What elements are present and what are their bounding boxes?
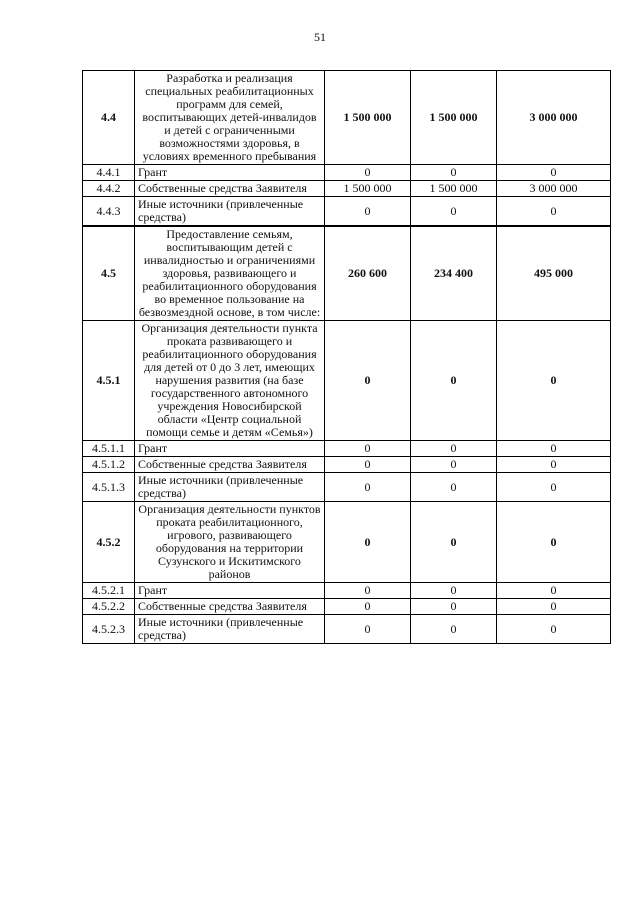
table-row: [83, 457, 611, 473]
row-value-1: 0: [325, 599, 411, 615]
row-value-2: 0: [411, 197, 497, 227]
row-number: 4.5.1.2: [83, 457, 135, 473]
table-row: [83, 181, 611, 197]
table-row: [83, 441, 611, 457]
row-value-1: 0: [325, 165, 411, 181]
row-value-2: 0: [411, 502, 497, 583]
table-row: [83, 321, 611, 441]
row-value-2: 0: [411, 321, 497, 441]
table-row: [83, 473, 611, 502]
row-value-2: 0: [411, 165, 497, 181]
row-value-1: 0: [325, 321, 411, 441]
row-value-2: 1 500 000: [411, 71, 497, 165]
row-value-1: 0: [325, 473, 411, 502]
row-value-3: 0: [497, 599, 611, 615]
table-row: [83, 197, 611, 227]
row-name: Собственные средства Заявителя: [135, 457, 325, 473]
table-row: [83, 226, 611, 321]
table-row: [83, 583, 611, 599]
row-name: Предоставление семьям, воспитывающим детей с инвалидностью и ограничениями здоровья, развивающего и реабилитационного оборудования во временное пользование на безвозмездной основе, в том числе:: [135, 226, 325, 321]
row-value-3: 0: [497, 473, 611, 502]
row-value-3: 0: [497, 457, 611, 473]
row-number: 4.5: [83, 226, 135, 321]
row-number: 4.4: [83, 71, 135, 165]
row-value-1: 0: [325, 457, 411, 473]
page-number: 51: [314, 30, 326, 44]
row-number: 4.5.2.1: [83, 583, 135, 599]
row-value-1: 0: [325, 502, 411, 583]
row-value-2: 234 400: [411, 226, 497, 321]
row-number: 4.5.2.3: [83, 615, 135, 644]
row-name: Организация деятельности пунктов проката реабилитационного, игрового, развивающего оборудования на территории Сузунского и Искитимского районов: [135, 502, 325, 583]
row-number: 4.5.2.2: [83, 599, 135, 615]
table-body: [83, 71, 611, 644]
row-name: Иные источники (привлеченные средства): [135, 615, 325, 644]
row-value-1: 0: [325, 615, 411, 644]
row-name: Грант: [135, 165, 325, 181]
row-number: 4.5.1.3: [83, 473, 135, 502]
row-value-1: 1 500 000: [325, 71, 411, 165]
row-name: Собственные средства Заявителя: [135, 181, 325, 197]
row-value-3: 3 000 000: [497, 181, 611, 197]
row-value-3: 0: [497, 165, 611, 181]
row-name: Разработка и реализация специальных реабилитационных программ для семей, воспитывающих детей-инвалидов и детей с ограниченными возможностями здоровья, в условиях временного пребывания: [135, 71, 325, 165]
row-value-2: 1 500 000: [411, 181, 497, 197]
row-number: 4.5.1.1: [83, 441, 135, 457]
row-value-2: 0: [411, 583, 497, 599]
budget-table: [82, 70, 611, 644]
row-value-2: 0: [411, 615, 497, 644]
row-number: 4.4.2: [83, 181, 135, 197]
table-row: [83, 615, 611, 644]
row-number: 4.4.3: [83, 197, 135, 227]
row-value-1: 1 500 000: [325, 181, 411, 197]
table-row: [83, 71, 611, 165]
row-value-3: 3 000 000: [497, 71, 611, 165]
row-value-3: 0: [497, 583, 611, 599]
row-value-3: 0: [497, 321, 611, 441]
row-number: 4.5.1: [83, 321, 135, 441]
row-value-3: 0: [497, 502, 611, 583]
row-value-1: 0: [325, 441, 411, 457]
row-value-2: 0: [411, 599, 497, 615]
row-value-3: 0: [497, 197, 611, 227]
row-value-1: 0: [325, 583, 411, 599]
row-number: 4.5.2: [83, 502, 135, 583]
row-name: Собственные средства Заявителя: [135, 599, 325, 615]
table-row: [83, 165, 611, 181]
row-value-3: 0: [497, 615, 611, 644]
row-name: Грант: [135, 583, 325, 599]
row-number: 4.4.1: [83, 165, 135, 181]
row-value-2: 0: [411, 457, 497, 473]
row-name: Иные источники (привлеченные средства): [135, 473, 325, 502]
row-name: Грант: [135, 441, 325, 457]
row-value-3: 0: [497, 441, 611, 457]
table-row: [83, 599, 611, 615]
row-name: Организация деятельности пункта проката развивающего и реабилитационного оборудования для детей от 0 до 3 лет, имеющих нарушения развития (на базе государственного автономного учреждения Новосибирской области «Центр социальной помощи семье и детям «Семья»): [135, 321, 325, 441]
row-value-1: 260 600: [325, 226, 411, 321]
row-value-1: 0: [325, 197, 411, 227]
row-name: Иные источники (привлеченные средства): [135, 197, 325, 227]
table-row: [83, 502, 611, 583]
row-value-2: 0: [411, 473, 497, 502]
row-value-2: 0: [411, 441, 497, 457]
row-value-3: 495 000: [497, 226, 611, 321]
